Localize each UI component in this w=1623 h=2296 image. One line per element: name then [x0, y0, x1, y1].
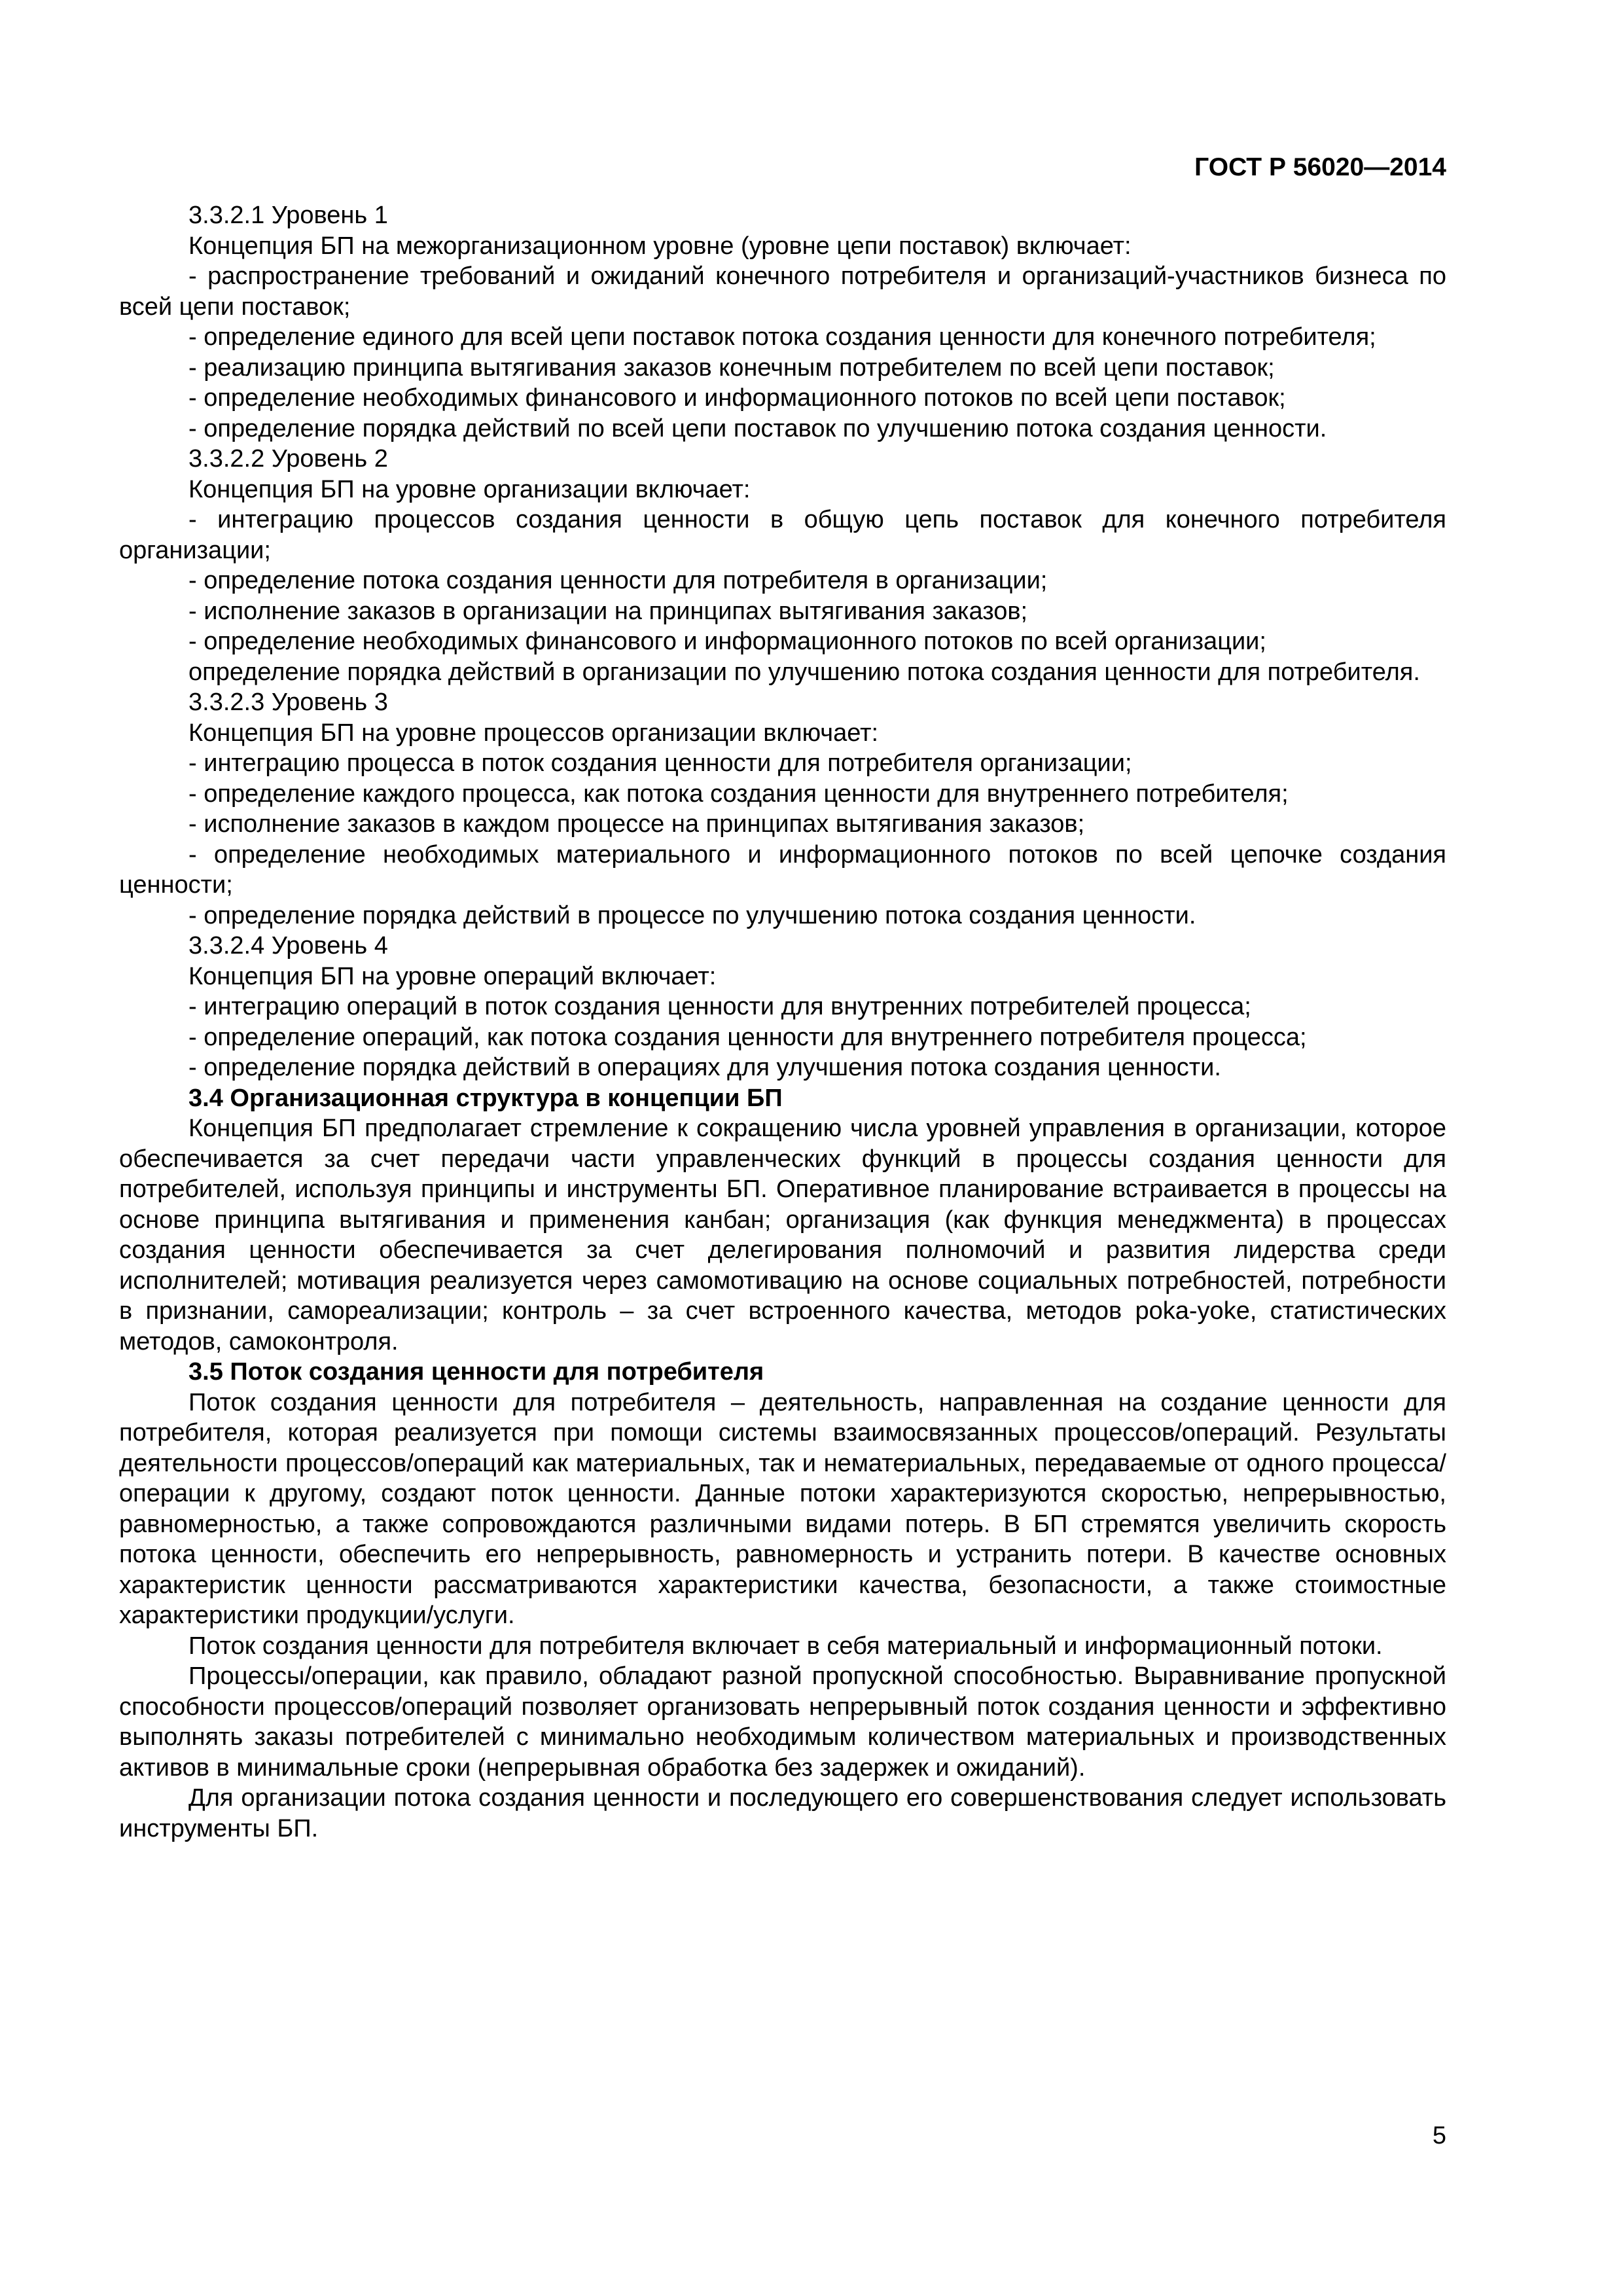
list-item: - интеграцию процессов создания ценности в общую цепь поставок для конечного потребителя организации; [119, 506, 1446, 564]
paragraph: Концепция БП на уровне процессов организации включает: [188, 719, 879, 747]
paragraph: Для организации потока создания ценности и последующего его совершенствования следует использовать инструменты БП. [119, 1784, 1446, 1842]
paragraph-3-3-2-3: 3.3.2.3 Уровень 3 [188, 689, 388, 716]
section-heading-3-4: 3.4 Организационная структура в концепции БП [188, 1084, 783, 1112]
list-item: - исполнение заказов в организации на принципах вытягивания заказов; [188, 597, 1028, 625]
list-item: - интеграцию процесса в поток создания ценности для потребителя организации; [188, 749, 1132, 777]
paragraph: Процессы/операции, как правило, обладают разной пропускной способностью. Выравнивание пропускной способности процессов/операций позволяет организовать непрерывный поток создания ценности и эффективно выполнять заказы потребителей с минимально необходимым количеством материальных и производственных активов в минимальные сроки (непрерывная обработка без задержек и ожиданий). [119, 1662, 1446, 1782]
paragraph: Концепция БП на уровне операций включает: [188, 962, 717, 990]
list-item: - исполнение заказов в каждом процессе на принципах вытягивания заказов; [188, 810, 1085, 838]
paragraph: Поток создания ценности для потребителя включает в себя материальный и информационный потоки. [188, 1632, 1383, 1660]
paragraph: Концепция БП на межорганизационном уровне (уровне цепи поставок) включает: [188, 232, 1132, 260]
paragraph: Концепция БП на уровне организации включает: [188, 475, 751, 503]
list-item: - определение потока создания ценности для потребителя в организации; [188, 567, 1048, 594]
list-item: определение порядка действий в организации по улучшению потока создания ценности для потребителя. [188, 658, 1420, 686]
list-item: - определение необходимых материального и информационного потоков по всей цепочке создания ценности; [119, 840, 1446, 899]
list-item: - определение порядка действий в операциях для улучшения потока создания ценности. [188, 1054, 1221, 1081]
paragraph: Поток создания ценности для потребителя – деятельность, направленная на создание ценности для потребителя, которая реализуется при помощи системы взаимосвязанных процессов/операций. Результаты деятельности процессов/операций как материальных, так и нематериальных, передаваемые от одного процесса/операции к другому, создают поток ценности. Данные потоки характеризуются скоростью, непрерывностью, равномерностью, а также сопровождаются различными видами потерь. В БП стремятся увеличить скорость потока ценности, обеспечить его непрерывность, равномерность и устранить потери. В качестве основных характеристик ценности рассматриваются характеристики качества, безопасности, а также стоимостные характеристики продукции/услуги. [119, 1388, 1446, 1629]
list-item: - интеграцию операций в поток создания ценности для внутренних потребителей процесса; [188, 993, 1251, 1020]
paragraph-3-3-2-4: 3.3.2.4 Уровень 4 [188, 932, 388, 960]
list-item: - определение единого для всей цепи поставок потока создания ценности для конечного потребителя; [188, 323, 1376, 351]
standard-header: ГОСТ Р 56020—2014 [1194, 153, 1446, 181]
list-item: - определение необходимых финансового и информационного потоков по всей организации; [188, 628, 1266, 655]
list-item: - определение операций, как потока создания ценности для внутреннего потребителя процесса; [188, 1023, 1307, 1051]
page-number: 5 [1432, 2122, 1446, 2149]
list-item: - определение порядка действий в процессе по улучшению потока создания ценности. [188, 901, 1196, 929]
list-item: - определение каждого процесса, как потока создания ценности для внутреннего потребителя; [188, 780, 1289, 808]
paragraph-3-3-2-2: 3.3.2.2 Уровень 2 [188, 445, 388, 473]
list-item: - распространение требований и ожиданий конечного потребителя и организаций-участников бизнеса по всей цепи поставок; [119, 262, 1446, 321]
document-body [119, 200, 1446, 1844]
list-item: - определение порядка действий по всей цепи поставок по улучшению потока создания ценности. [188, 414, 1327, 442]
paragraph: Концепция БП предполагает стремление к сокращению числа уровней управления в организации, которое обеспечивается за счет передачи части управленческих функций в процессы создания ценности для потребителей, используя принципы и инструменты БП. Оперативное планирование встраивается в процессы на основе принципа вытягивания и применения канбан; организация (как функция менеджмента) в процессах создания ценности обеспечивается за счет делегирования полномочий и развития лидерства среди исполнителей; мотивация реализуется через самомотивацию на основе социальных потребностей, потребности в признании, самореализации; контроль – за счет встроенного качества, методов poka-yoke, статистических методов, самоконтроля. [119, 1115, 1446, 1355]
list-item: - определение необходимых финансового и информационного потоков по всей цепи поставок; [188, 384, 1286, 412]
section-heading-3-5: 3.5 Поток создания ценности для потребителя [188, 1358, 764, 1386]
paragraph-3-3-2-1: 3.3.2.1 Уровень 1 [188, 202, 388, 229]
list-item: - реализацию принципа вытягивания заказов конечным потребителем по всей цепи поставок; [188, 353, 1275, 382]
